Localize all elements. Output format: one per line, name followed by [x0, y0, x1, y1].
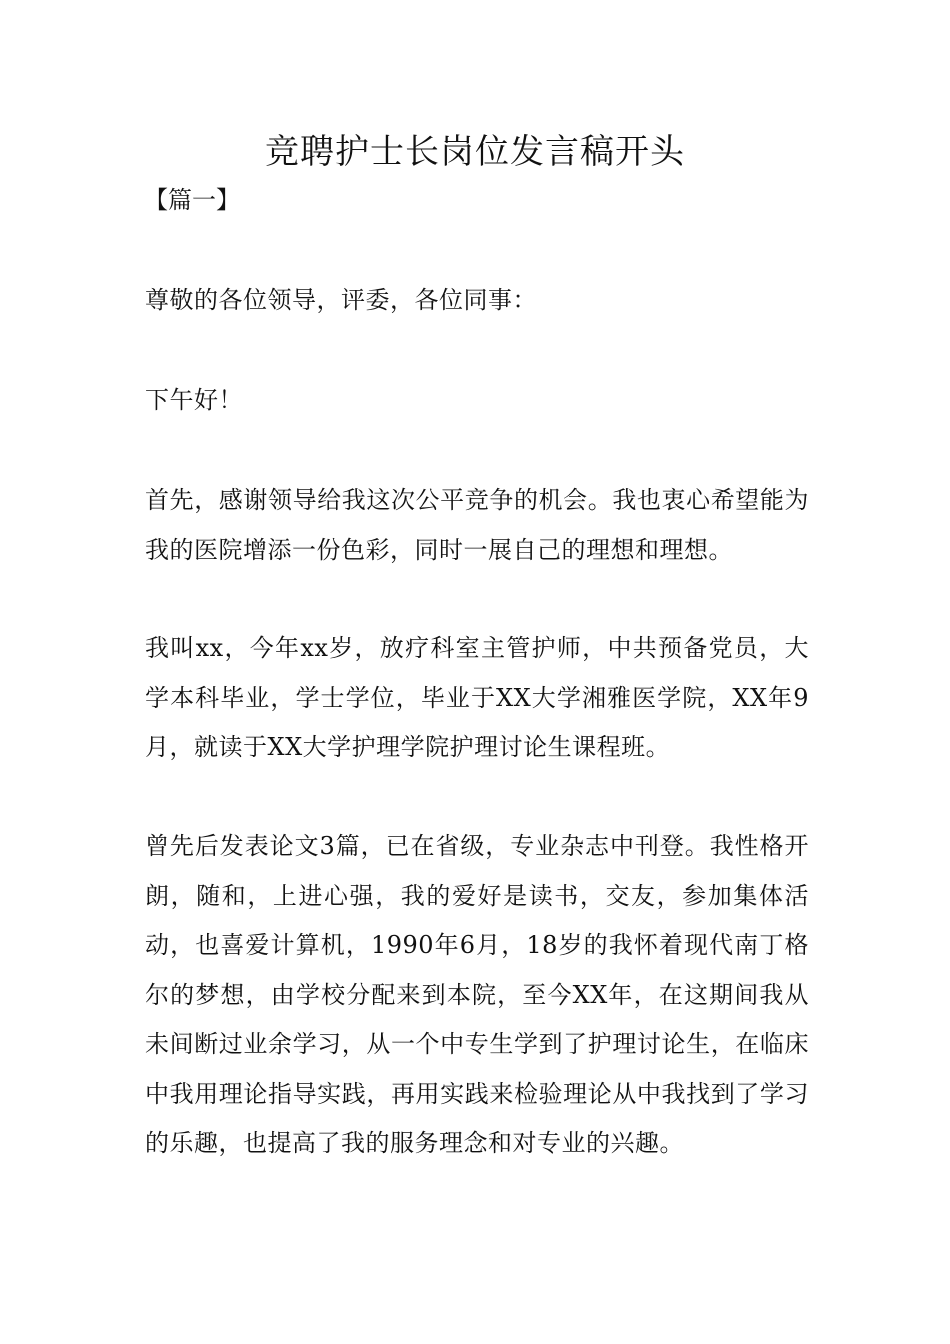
document-title: 竞聘护士长岗位发言稿开头 [265, 132, 685, 172]
paragraph-introduction: 我叫xx，今年xx岁，放疗科室主管护师，中共预备党员，大学本科毕业，学士学位，毕业于XX大学湘雅医学院，XX年9月，就读于XX大学护理学院护理讨论生课程班。 [145, 634, 809, 761]
paragraph-thanks: 首先，感谢领导给我这次公平竞争的机会。我也衷心希望能为我的医院增添一份色彩，同时一展自己的理想和理想。 [145, 486, 809, 564]
paragraph-salutation: 尊敬的各位领导，评委，各位同事： [145, 286, 537, 314]
section-label: 【篇一】 [144, 186, 240, 214]
paragraph-greeting: 下午好！ [145, 386, 243, 414]
paragraph-experience: 曾先后发表论文3篇，已在省级，专业杂志中刊登。我性格开朗，随和，上进心强，我的爱好是读书，交友，参加集体活动，也喜爱计算机，1990年6月，18岁的我怀着现代南丁格尔的梦想，由学校分配来到本院，至今XX年，在这期间我从未间断过业余学习，从一个中专生学到了护理讨论生，在临床中我用理论指导实践，再用实践来检验理论从中我找到了学习的乐趣，也提高了我的服务理念和对专业的兴趣。 [145, 832, 809, 1157]
